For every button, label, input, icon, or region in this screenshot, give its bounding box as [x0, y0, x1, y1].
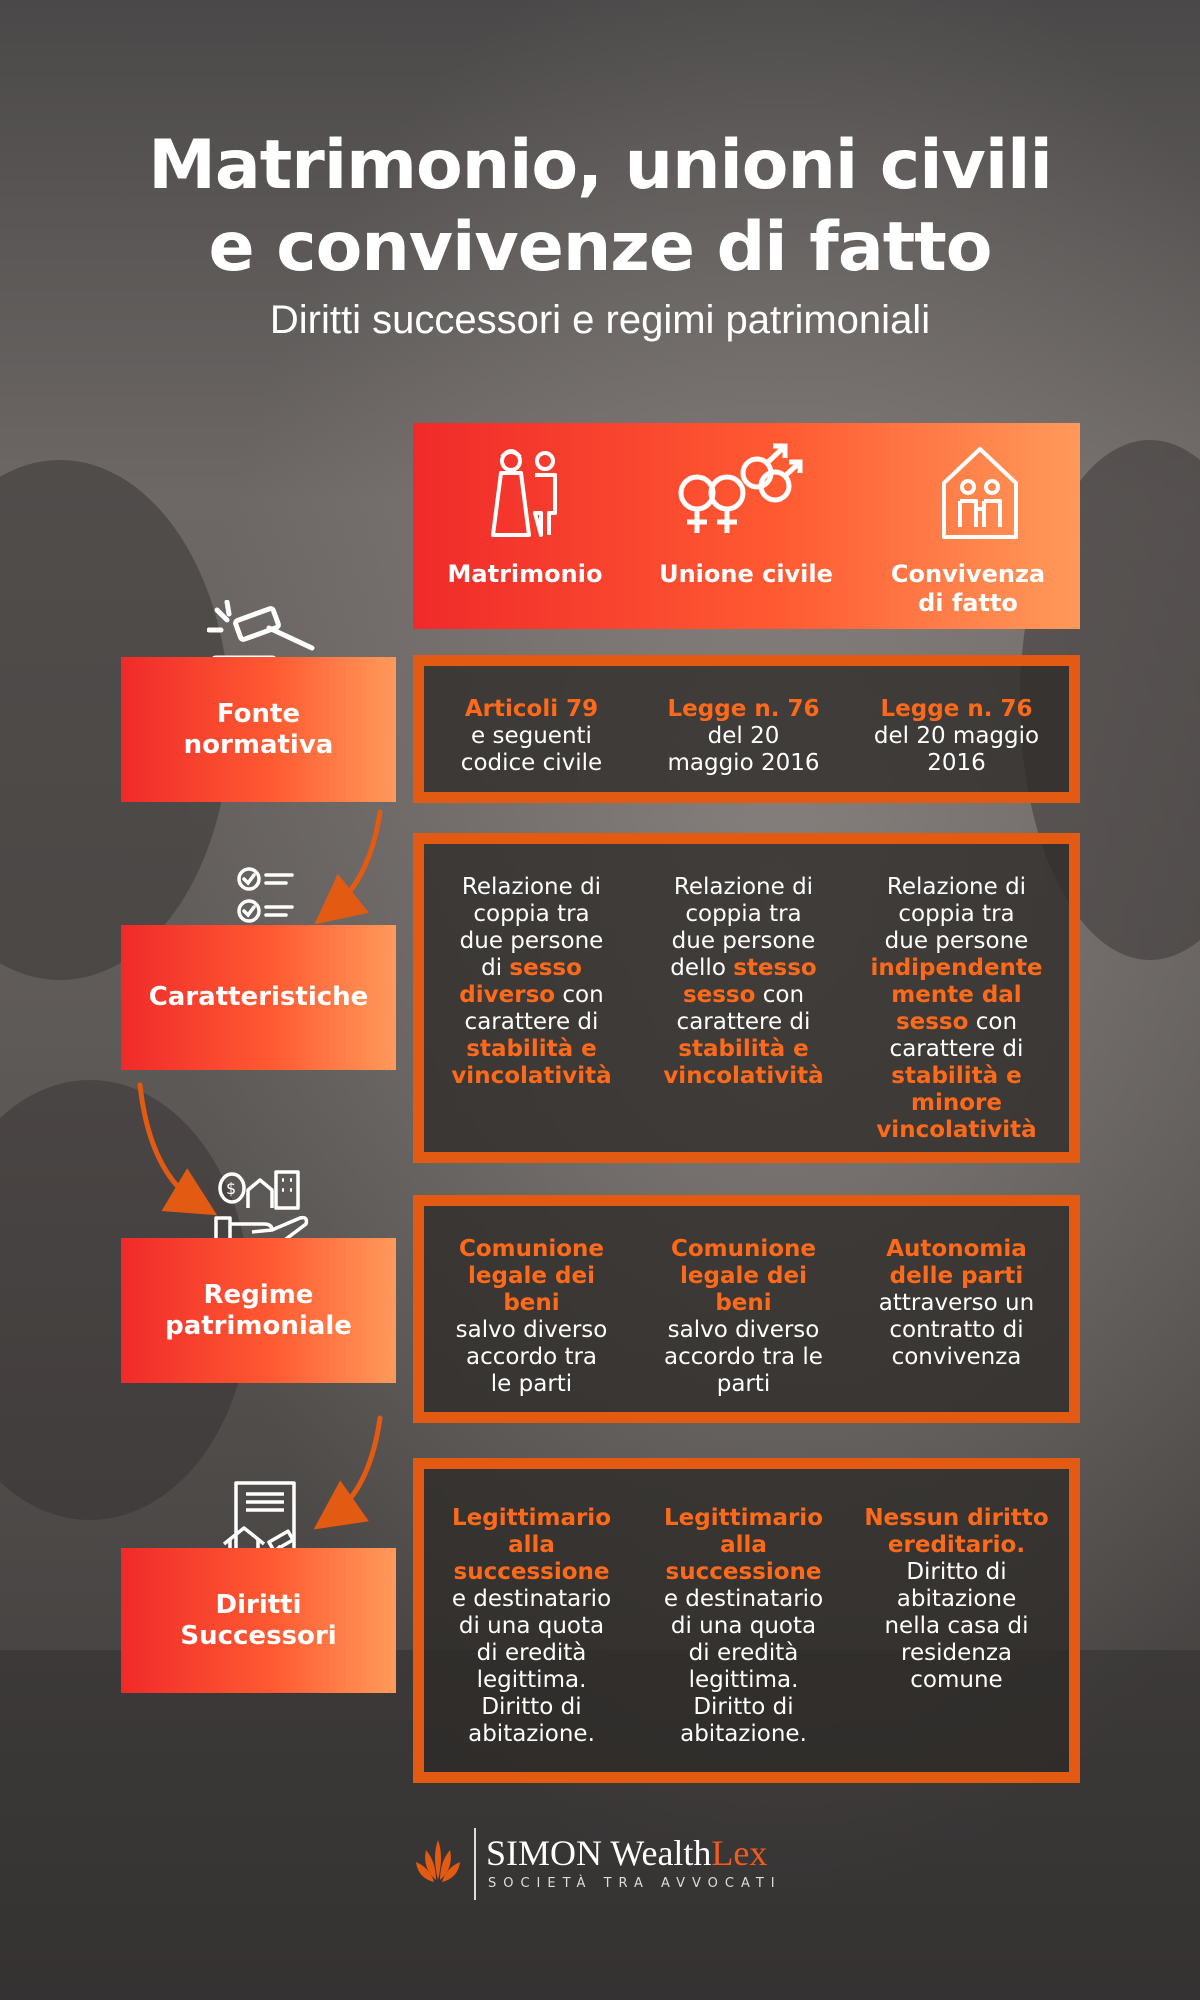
cell-highlight: Legge n. 76: [880, 696, 1033, 722]
row-label-diritti-line-2: Successori: [180, 1620, 337, 1651]
logo-divider: [474, 1828, 476, 1900]
cell-diritti-matrimonio: [424, 1505, 639, 1748]
cell-text: Diritto di: [906, 1559, 1007, 1585]
cell-text: di: [481, 955, 510, 981]
cell-text: legittima.: [688, 1667, 799, 1693]
cell-text: coppia tra: [685, 901, 802, 927]
company-logo: [414, 1826, 794, 1906]
cell-caratteristiche-unione-civile: [636, 874, 851, 1090]
cell-highlight: alla: [508, 1532, 555, 1558]
logo-tagline: SOCIETÀ TRA AVVOCATI: [488, 1876, 782, 1891]
row-label-diritti-line-1: Diritti: [215, 1589, 302, 1620]
cell-highlight: vincolatività: [876, 1117, 1037, 1143]
cell-text: due persone: [884, 928, 1029, 954]
logo-name-accent: Lex: [711, 1833, 768, 1873]
cell-text: carattere di: [676, 1009, 811, 1035]
cell-text: parti: [716, 1371, 771, 1397]
cell-text: e destinatario: [451, 1586, 612, 1612]
cell-text: salvo diverso: [455, 1317, 608, 1343]
cell-highlight: mente dal: [891, 982, 1022, 1008]
cell-highlight: beni: [715, 1290, 772, 1316]
cell-text: attraverso un: [878, 1290, 1035, 1316]
cell-highlight: Legittimario: [664, 1505, 823, 1531]
cell-diritti-unione-civile: [636, 1505, 851, 1748]
cell-text: accordo tra le: [664, 1344, 823, 1370]
cell-highlight: stabilità e: [891, 1063, 1022, 1089]
cell-text: accordo tra: [465, 1344, 598, 1370]
cell-highlight: successione: [453, 1559, 610, 1585]
wedding-couple-icon: [483, 443, 573, 553]
cell-regime-convivenza: [849, 1236, 1064, 1371]
cell-text: abitazione.: [680, 1721, 807, 1747]
cell-text: nella casa di: [884, 1613, 1029, 1639]
cell-fonte-matrimonio: [424, 696, 639, 777]
cell-text: abitazione: [896, 1586, 1017, 1612]
cell-text: di una quota: [458, 1613, 605, 1639]
column-convivenza-line-2: di fatto: [918, 589, 1018, 617]
cell-text: carattere di: [889, 1036, 1024, 1062]
cell-highlight: diverso: [459, 982, 556, 1008]
cell-text: codice civile: [460, 750, 603, 776]
row-label-diritti-successori: [121, 1548, 396, 1693]
cell-text: con: [968, 1009, 1018, 1035]
cell-text: contratto di: [889, 1317, 1024, 1343]
cell-highlight: legale dei: [680, 1263, 807, 1289]
cell-highlight: indipendente: [870, 955, 1043, 981]
panel-fonte-normativa: [413, 655, 1080, 803]
cell-highlight: Comunione: [458, 1236, 605, 1262]
cell-diritti-convivenza: [849, 1505, 1064, 1694]
title-line-1: Matrimonio, unioni civili: [148, 126, 1052, 205]
lotus-logo-icon: [414, 1836, 462, 1886]
panel-regime-patrimoniale: [413, 1195, 1080, 1423]
cell-text: Diritto di: [693, 1694, 794, 1720]
cell-highlight: delle parti: [889, 1263, 1024, 1289]
cell-caratteristiche-matrimonio: [424, 874, 639, 1090]
cell-highlight: stesso: [733, 955, 817, 981]
row-label-regime-patrimoniale: [121, 1238, 396, 1383]
column-unione-civile-label: Unione civile: [659, 560, 833, 588]
cell-highlight: Nessun diritto: [864, 1505, 1049, 1531]
cell-highlight: sesso: [895, 1009, 969, 1035]
cell-text: carattere di: [464, 1009, 599, 1035]
cell-highlight: vincolatività: [451, 1063, 612, 1089]
cell-text: due persone: [459, 928, 604, 954]
row-label-fonte-line-1: Fonte: [216, 698, 301, 729]
row-label-regime-line-2: patrimoniale: [165, 1310, 352, 1341]
cell-fonte-convivenza: [849, 696, 1064, 777]
cell-text: Relazione di: [461, 874, 602, 900]
cell-text: Relazione di: [886, 874, 1027, 900]
cell-highlight: sesso: [509, 955, 582, 981]
page-subtitle: Diritti successori e regimi patrimoniali: [269, 298, 931, 342]
cell-highlight: alla: [720, 1532, 767, 1558]
row-label-caratteristiche: Caratteristiche: [121, 925, 396, 1070]
panel-caratteristiche: [413, 833, 1080, 1163]
cell-text: e seguenti: [471, 723, 592, 749]
cell-text: due persone: [671, 928, 816, 954]
cell-text: abitazione.: [468, 1721, 595, 1747]
cell-highlight: sesso: [682, 982, 756, 1008]
column-convivenza-line-1: Convivenza: [890, 560, 1046, 588]
cell-text: 2016: [927, 750, 986, 776]
cell-text: e destinatario: [663, 1586, 824, 1612]
cell-text: dello: [670, 955, 734, 981]
cell-highlight: vincolatività: [663, 1063, 824, 1089]
panel-diritti-successori: [413, 1458, 1080, 1783]
cell-regime-unione-civile: [636, 1236, 851, 1398]
cell-highlight: stabilità e: [678, 1036, 809, 1062]
cell-highlight: Legge n. 76: [667, 696, 820, 722]
cell-text: coppia tra: [473, 901, 590, 927]
cell-highlight: successione: [665, 1559, 822, 1585]
cell-caratteristiche-convivenza: [849, 874, 1064, 1144]
column-matrimonio-label: Matrimonio: [447, 560, 603, 588]
gender-symbols-icon: [675, 438, 805, 543]
cell-text: del 20 maggio: [873, 723, 1040, 749]
cell-highlight: Comunione: [670, 1236, 817, 1262]
cell-highlight: Articoli 79: [464, 696, 599, 722]
cell-text: di una quota: [670, 1613, 817, 1639]
column-convivenza-label: [857, 560, 1079, 618]
page-title: [0, 125, 1200, 289]
cell-text: residenza: [901, 1640, 1012, 1666]
cell-text: salvo diverso: [667, 1317, 820, 1343]
cell-text: legittima.: [476, 1667, 587, 1693]
title-line-2: e convivenze di fatto: [208, 208, 992, 287]
cell-highlight: minore: [911, 1090, 1002, 1116]
logo-name-main: SIMON Wealth: [486, 1833, 712, 1873]
svg-text:$: $: [226, 1179, 237, 1198]
column-header-band: [413, 423, 1080, 629]
cell-text: coppia tra: [898, 901, 1015, 927]
cell-text: Relazione di: [673, 874, 814, 900]
cell-text: Diritto di: [481, 1694, 582, 1720]
cell-text: maggio 2016: [667, 750, 820, 776]
cell-highlight: ereditario.: [887, 1532, 1026, 1558]
cell-text: le parti: [490, 1371, 573, 1397]
cell-text: convivenza: [891, 1344, 1022, 1370]
cell-highlight: beni: [503, 1290, 560, 1316]
row-label-fonte-line-2: normativa: [183, 729, 334, 760]
logo-name: [486, 1832, 767, 1874]
row-label-fonte-normativa: [121, 657, 396, 802]
cell-highlight: stabilità e: [466, 1036, 597, 1062]
cell-highlight: legale dei: [468, 1263, 595, 1289]
cell-regime-matrimonio: [424, 1236, 639, 1398]
cell-fonte-unione-civile: [636, 696, 851, 777]
cell-text: di eredità: [688, 1640, 799, 1666]
cell-highlight: Autonomia: [886, 1236, 1027, 1262]
cell-text: del 20: [707, 723, 780, 749]
cell-highlight: Legittimario: [452, 1505, 611, 1531]
cell-text: con: [755, 982, 805, 1008]
house-couple-icon: [940, 443, 1020, 543]
cell-text: di eredità: [476, 1640, 587, 1666]
row-label-regime-line-1: Regime: [203, 1279, 314, 1310]
cell-text: con: [555, 982, 604, 1008]
cell-text: comune: [910, 1667, 1003, 1693]
